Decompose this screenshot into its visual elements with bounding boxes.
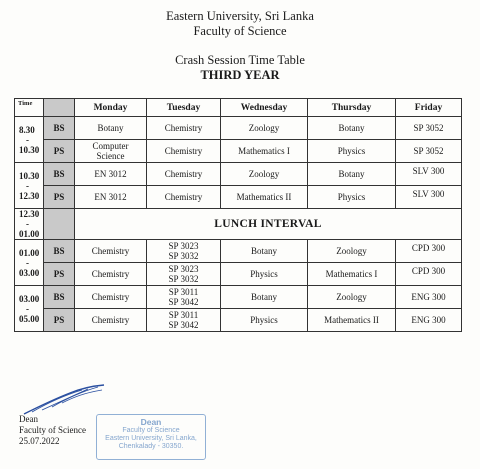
sign-date: 25.07.2022 [19,436,60,446]
stream-cell: PS [44,263,75,286]
time-label: 05.00 [19,313,40,324]
day-header-monday: Monday [75,99,147,117]
course-cell: ENG 300 [396,286,462,309]
lunch-row [15,209,462,240]
document-title: Crash Session Time Table [175,53,305,67]
faculty-name: Faculty of Science [193,24,287,38]
time-label: - [26,303,29,314]
course-cell: CPD 300 [396,240,462,263]
course-cell: Botany [75,117,147,140]
timetable-body [15,117,462,332]
dean-stamp [96,414,206,460]
course-cell: Mathematics I [221,140,308,163]
day-header-wednesday: Wednesday [221,99,308,117]
course-cell: Chemistry [147,140,221,163]
header-row [15,99,462,117]
table-row [15,163,462,186]
course-cell: SP 3052 [396,117,462,140]
time-column-header: Time [15,99,44,117]
course-cell: Botany [221,240,308,263]
year-title: THIRD YEAR [200,68,280,82]
course-cell: Computer Science [75,140,147,163]
time-label: 12.30 [19,209,40,219]
time-label: 03.00 [19,267,40,278]
stream-column-header [44,99,75,117]
course-cell: Physics [221,309,308,332]
stamp-line-1: Dean [140,417,162,427]
course-cell: Zoology [221,163,308,186]
course-cell: Chemistry [75,240,147,263]
stream-cell: BS [44,117,75,140]
course-cell: EN 3012 [75,186,147,209]
course-cell: ENG 300 [396,309,462,332]
time-cell [15,286,44,332]
table-row [15,117,462,140]
time-label: 12.30 [19,190,40,201]
time-label: 10.30 [19,170,40,181]
course-cell: SP 3011 SP 3042 [147,286,221,309]
signature [22,383,106,417]
course-cell: Mathematics II [221,186,308,209]
stream-cell: BS [44,163,75,186]
course-cell: SLV 300 [396,163,462,186]
course-cell: Botany [308,163,396,186]
stream-cell: PS [44,140,75,163]
table-row [15,140,462,163]
time-label: 01.00 [19,229,40,239]
time-cell [15,163,44,209]
course-cell: Physics [221,263,308,286]
time-label: - [26,257,29,268]
course-cell: Zoology [308,286,396,309]
table-row [15,186,462,209]
stream-cell: BS [44,286,75,309]
course-cell: Chemistry [147,163,221,186]
time-cell [15,240,44,286]
timetable [14,98,462,332]
table-row [15,286,462,309]
time-label: - [26,219,29,229]
lunch-interval: LUNCH INTERVAL [75,209,462,240]
table-row [15,263,462,286]
day-header-thursday: Thursday [308,99,396,117]
course-cell: Physics [308,186,396,209]
time-cell [15,117,44,163]
course-cell: EN 3012 [75,163,147,186]
time-label: 8.30 [19,124,35,135]
course-cell: Chemistry [75,263,147,286]
course-cell: Botany [221,286,308,309]
time-label: 01.00 [19,247,40,258]
stamp-line-2: Faculty of Science [122,427,180,434]
course-cell: Chemistry [147,186,221,209]
course-cell: Zoology [308,240,396,263]
course-cell: Mathematics II [308,309,396,332]
course-cell: Chemistry [147,117,221,140]
dean-faculty: Faculty of Science [19,425,86,435]
course-cell: SP 3023 SP 3032 [147,240,221,263]
day-header-tuesday: Tuesday [147,99,221,117]
stream-cell: BS [44,240,75,263]
course-cell: Botany [308,117,396,140]
course-cell: SLV 300 [396,186,462,209]
stamp-line-3: Eastern University, Sri Lanka, [105,435,197,442]
dean-label: Dean [19,414,38,424]
table-row [15,240,462,263]
course-cell: CPD 300 [396,263,462,286]
stream-cell: PS [44,309,75,332]
university-name: Eastern University, Sri Lanka [166,9,314,23]
course-cell: SP 3023 SP 3032 [147,263,221,286]
time-label: 03.00 [19,293,40,304]
stream-cell: PS [44,186,75,209]
time-label: - [26,180,29,191]
course-cell: Mathematics I [308,263,396,286]
course-cell: SP 3011 SP 3042 [147,309,221,332]
course-cell: Physics [308,140,396,163]
time-label: 10.30 [19,144,40,155]
stream-cell [44,209,75,240]
course-cell: SP 3052 [396,140,462,163]
stamp-line-4: Chenkalady - 30350. [118,443,184,450]
course-cell: Zoology [221,117,308,140]
time-label: - [26,134,29,145]
course-cell: Chemistry [75,309,147,332]
course-cell: Chemistry [75,286,147,309]
time-cell [15,209,44,240]
table-row [15,309,462,332]
day-header-friday: Friday [396,99,462,117]
